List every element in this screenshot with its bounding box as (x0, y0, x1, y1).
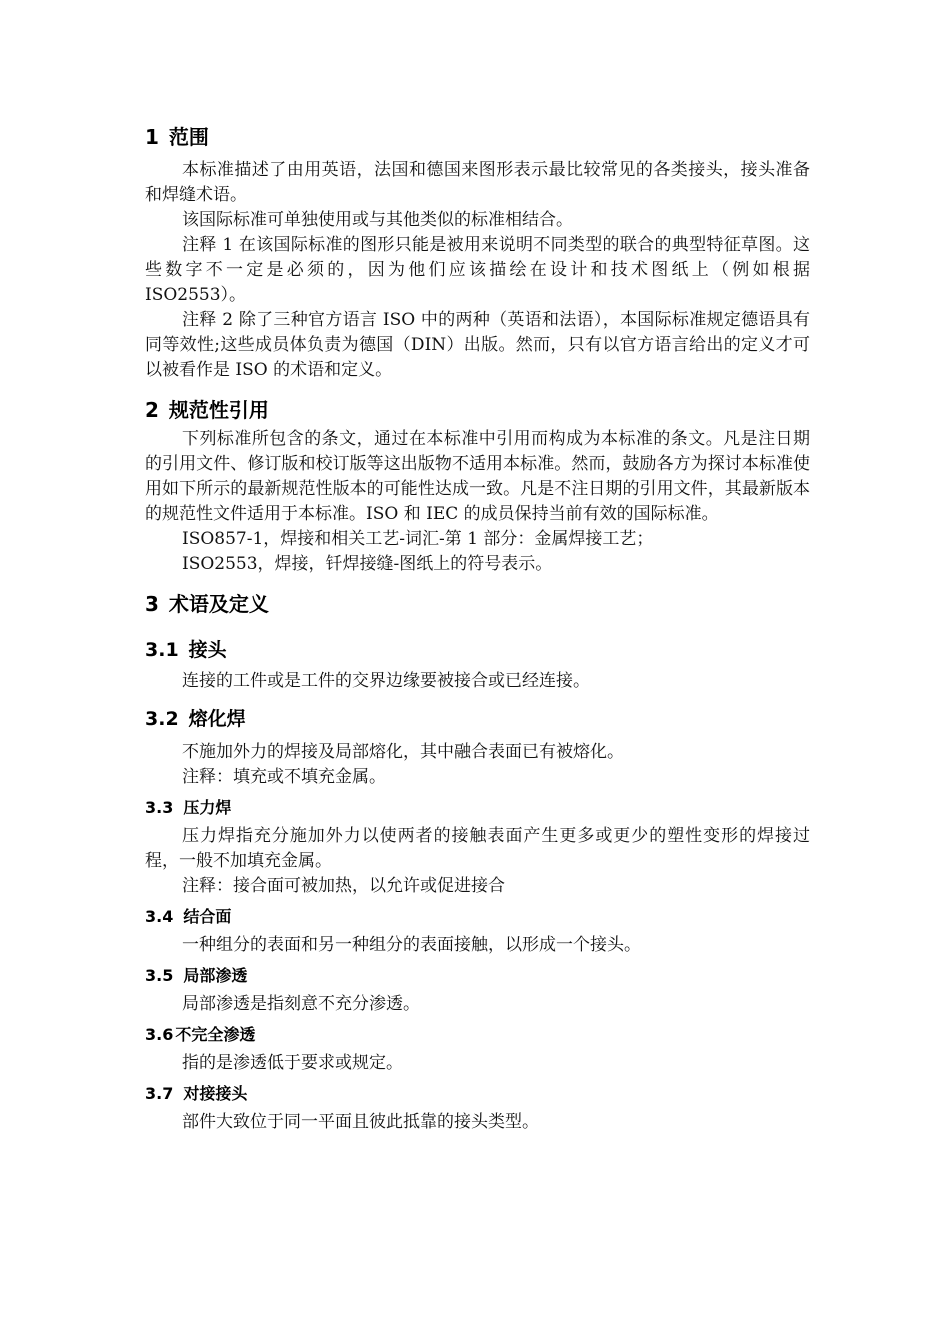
definition: 部件大致位于同一平面且彼此抵靠的接头类型。 (182, 1112, 539, 1132)
term-number: 3.6 (145, 1025, 174, 1044)
term-number: 3.4 (145, 907, 174, 926)
term-3-2-heading (145, 706, 810, 732)
note-paragraph: 注释 2 除了三种官方语言 ISO 中的两种（英语和法语），本国际标准规定德语具有同等效性;这些成员体负责为德国（DIN）出版。然而，只有以官方语言给出的定义才可以被看作是 ISO 的术语和定义。 (145, 310, 810, 380)
paragraph: 下列标准所包含的条文，通过在本标准中引用而构成为本标准的条文。凡是注日期的引用文件、修订版和校订版等这出版物不适用本标准。然而，鼓励各方为探讨本标准使用如下所示的最新规范性版本的可能性达成一致。凡是不注日期的引用文件，其最新版本的规范性文件适用于本标准。ISO 和 IEC 的成员保持当前有效的国际标准。 (145, 429, 810, 524)
section-title: 术语及定义 (168, 592, 269, 616)
definition: 不施加外力的焊接及局部熔化，其中融合表面已有被熔化。 (182, 742, 624, 762)
section-title: 范围 (168, 125, 209, 149)
paragraph: 本标准描述了由用英语，法国和德国来图形表示最比较常见的各类接头，接头准备和焊缝术语。 (145, 160, 810, 205)
section-number: 2 (145, 398, 159, 422)
term-title: 局部渗透 (183, 966, 248, 985)
note: 注释：填充或不填充金属。 (182, 767, 386, 787)
section-title: 规范性引用 (168, 398, 269, 422)
note-paragraph: 注释 1 在该国际标准的图形只能是被用来说明不同类型的联合的典型特征草图。这些数字不一定是必须的，因为他们应该描绘在设计和技术图纸上（例如根据 ISO2553）。 (145, 235, 810, 305)
definition: 指的是渗透低于要求或规定。 (182, 1053, 403, 1073)
term-title: 接头 (188, 639, 227, 661)
term-3-7-heading (145, 1083, 810, 1105)
note: 注释：接合面可被加热，以允许或促进接合 (182, 876, 505, 896)
section-2-heading (145, 397, 810, 423)
reference-item: ISO857-1，焊接和相关工艺-词汇-第 1 部分：金属焊接工艺； (182, 529, 654, 549)
term-title: 压力焊 (183, 798, 232, 817)
term-title: 熔化焊 (188, 708, 246, 730)
term-number: 3.2 (145, 708, 179, 730)
term-number: 3.7 (145, 1084, 174, 1103)
definition: 压力焊指充分施加外力以使两者的接触表面产生更多或更少的塑性变形的焊接过程，一般不加填充金属。 (145, 826, 810, 871)
term-title: 对接接头 (183, 1084, 248, 1103)
term-3-4-heading (145, 906, 810, 928)
term-title: 不完全渗透 (175, 1025, 256, 1044)
section-3-heading (145, 591, 810, 617)
term-3-6-heading (145, 1024, 810, 1046)
term-title: 结合面 (183, 907, 232, 926)
term-number: 3.5 (145, 966, 174, 985)
term-3-1-heading (145, 637, 810, 663)
section-number: 3 (145, 592, 159, 616)
definition: 连接的工件或是工件的交界边缘要被接合或已经连接。 (182, 671, 590, 691)
definition: 一种组分的表面和另一种组分的表面接触，以形成一个接头。 (182, 935, 641, 955)
reference-item: ISO2553，焊接，钎焊接缝-图纸上的符号表示。 (182, 554, 553, 574)
term-number: 3.3 (145, 798, 174, 817)
term-3-3-heading (145, 797, 810, 819)
document-page (145, 124, 810, 1135)
paragraph: 该国际标准可单独使用或与其他类似的标准相结合。 (182, 210, 573, 230)
term-3-5-heading (145, 965, 810, 987)
definition: 局部渗透是指刻意不充分渗透。 (182, 994, 420, 1014)
term-number: 3.1 (145, 639, 179, 661)
section-number: 1 (145, 125, 159, 149)
section-1-heading (145, 124, 810, 150)
